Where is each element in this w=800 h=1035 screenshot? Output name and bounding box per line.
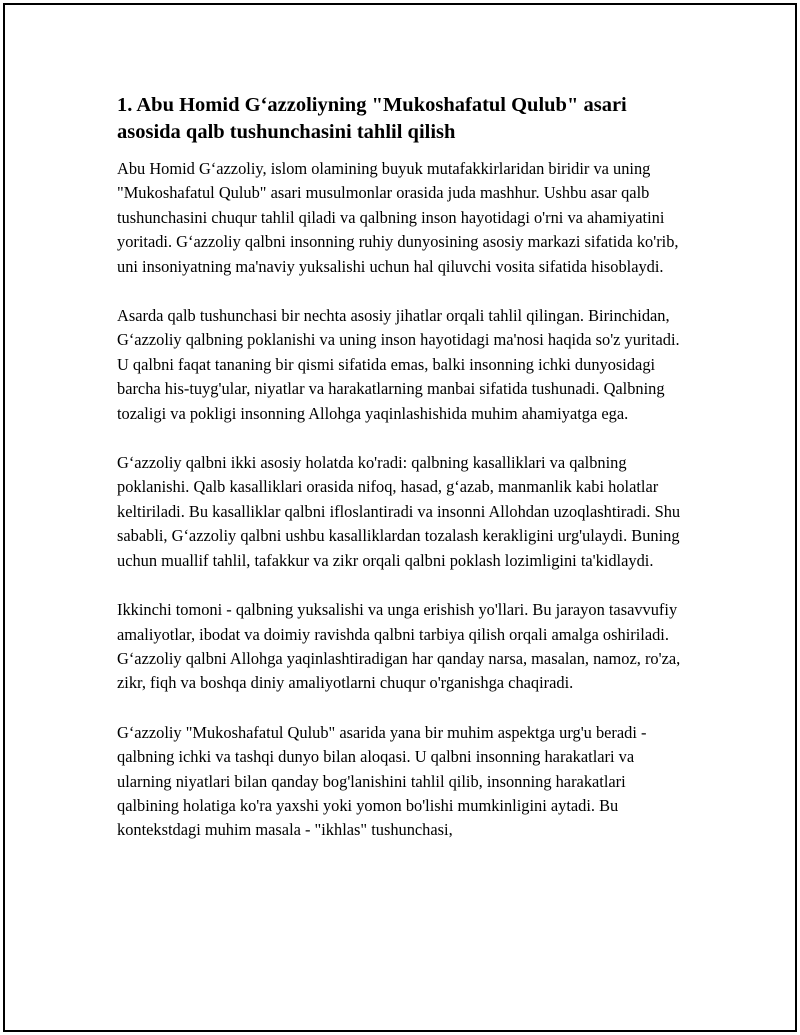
- paragraph-2: Asarda qalb tushunchasi bir nechta asosiy jihatlar orqali tahlil qilingan. Birinchidan, G‘azzoliy qalbning poklanishi va uning inson hayotidagi ma'nosi haqida so'z yuritadi. U qalbni faqat tananing bir qismi sifatida emas, balki insonning ichki dunyosidagi barcha his-tuyg'ular, niyatlar va harakatlarning manbai sifatida tushunadi. Qalbning tozaligi va pokligi insonning Allohga yaqinlashishida muhim ahamiyatga ega.: [117, 306, 680, 423]
- paragraph-3: G‘azzoliy qalbni ikki asosiy holatda ko'radi: qalbning kasalliklari va qalbning poklanishi. Qalb kasalliklari orasida nifoq, hasad, g‘azab, manmanlik kabi holatlar keltiriladi. Bu kasalliklar qalbni ifloslantiradi va insonni Allohdan uzoqlashtiradi. Shu sababli, G‘azzoliy qalbni ushbu kasalliklardan tozalash kerakligini urg'ulaydi. Buning uchun muallif tahlil, tafakkur va zikr orqali qalbni poklash lozimligini ta'kidlaydi.: [117, 453, 681, 570]
- paragraph-4: Ikkinchi tomoni - qalbning yuksalishi va unga erishish yo'llari. Bu jarayon tasavvufiy amaliyotlar, ibodat va doimiy ravishda qalbni tarbiya qilish orqali amalga oshiriladi. G‘azzoliy qalbni Allohga yaqinlashtiradigan har qanday narsa, masalan, namoz, ro'za, zikr, fiqh va boshqa diniy amaliyotlarni chuqur o'rganishga chaqiradi.: [117, 600, 681, 693]
- paragraph-5: G‘azzoliy "Mukoshafatul Qulub" asarida yana bir muhim aspektga urg'u beradi - qalbning ichki va tashqi dunyo bilan aloqasi. U qalbni insonning harakatlari va ularning niyatlari bilan qanday bog'lanishini tahlil qilib, insonning harakatlari qalbining holatiga ko'ra yaxshi yoki yomon bo'lishi mumkinligini aytadi. Bu kontekstdagi muhim masala - "ikhlas" tushunchasi,: [117, 722, 647, 840]
- section-title: 1. Abu Homid G‘azzoliyning "Mukoshafatul Qulub" asari asosida qalb tushunchasini tahlil qilish: [117, 94, 627, 143]
- document-body: [117, 92, 687, 868]
- paragraph-1: Abu Homid G‘azzoliy, islom olamining buyuk mutafakkirlaridan biridir va uning "Mukoshafatul Qulub" asari musulmonlar orasida juda mashhur. Ushbu asar qalb tushunchasini chuqur tahlil qiladi va qalbning inson hayotidagi o'rni va ahamiyatini yoritadi. G‘azzoliy qalbni insonning ruhiy dunyosining asosiy markazi sifatida ko'rib, uni insoniyatning ma'naviy yuksalishi uchun hal qiluvchi vosita sifatida hisoblaydi.: [117, 159, 679, 276]
